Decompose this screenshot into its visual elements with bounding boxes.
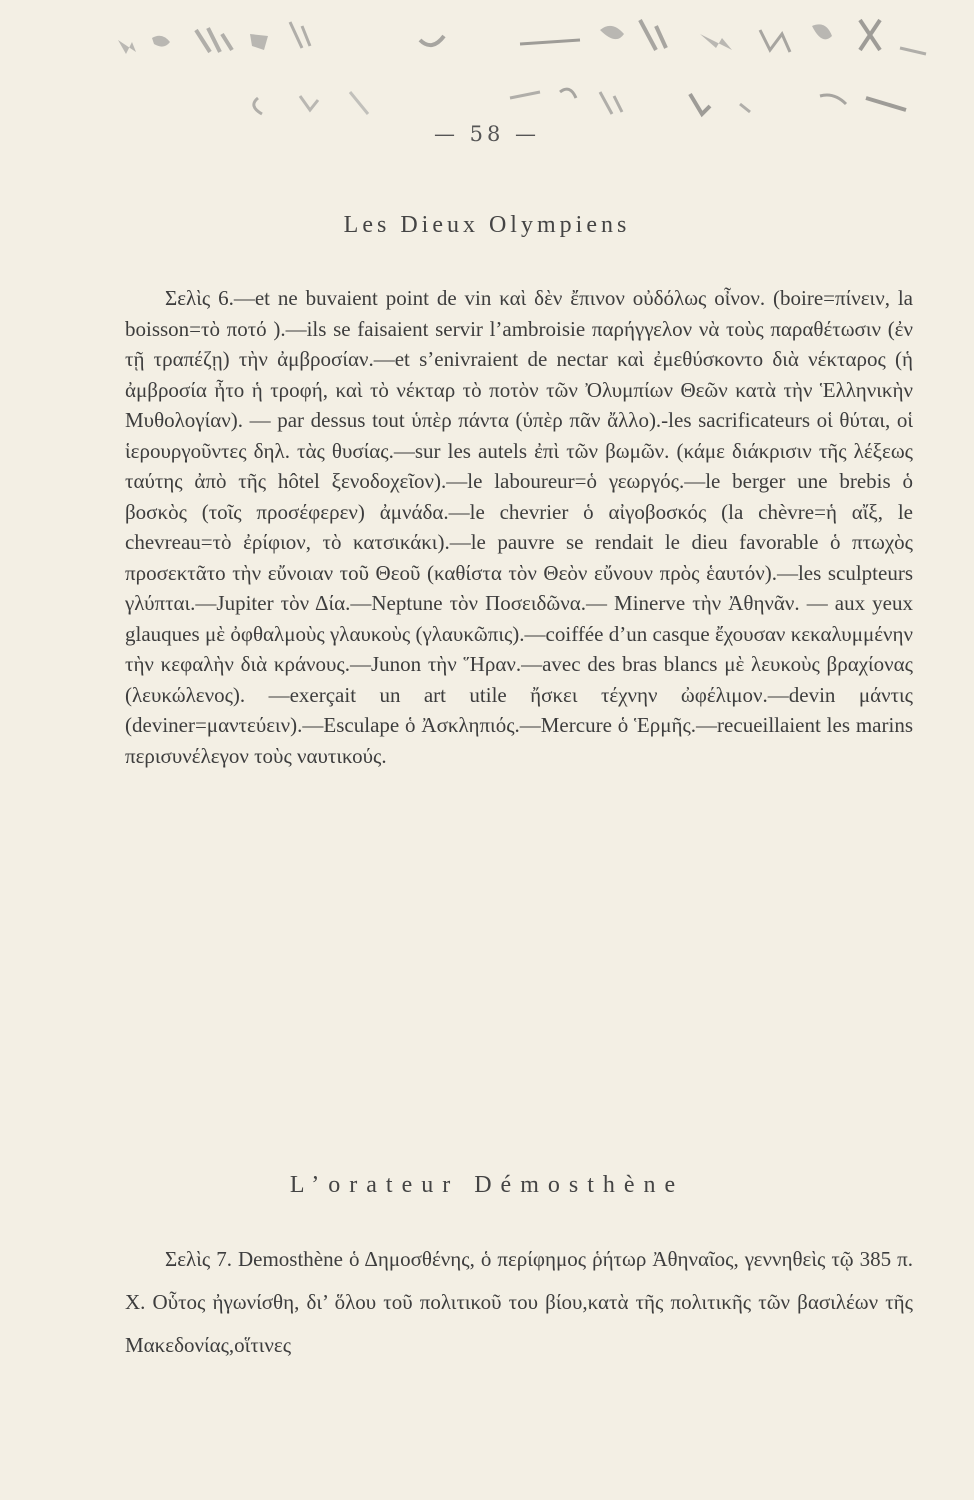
bleed-through-text <box>0 0 974 130</box>
paragraph-dieux-olympiens: Σελὶς 6.—et ne buvaient point de vin καὶ δὲν ἔπινον οὐδόλως οἶνον. (boire=πίνειν, la boisson=τὸ ποτό ).—ils se faisaient servir l’ambroisie παρήγγελον νὰ τοὺς παραθέτωσιν (ἐν τῇ τραπέζῃ) τὴν ἀμβροσίαν.—et s’enivraient de nectar καὶ ἐμεθύσκοντο διὰ νέκταρος (ἡ ἀμβροσία ἦτο ἡ τροφή, καὶ τὸ νέκταρ τὸ ποτὸν τῶν Ὀλυμπίων Θεῶν κατὰ τὴν Ἑλληνικὴν Μυθολογίαν). — par dessus tout ὑπὲρ πάντα (ὑπὲρ πᾶν ἄλλο).-les sacrificateurs οἱ θύται, οἱ ἱερουργοῦντες δηλ. τὰς θυσίας.—sur les autels ἐπὶ τῶν βωμῶν. (κάμε διάκρισιν τῆς λέξεως ταύτης ἀπὸ τῆς hôtel ξενοδοχεῖον).—le laboureur=ὁ γεωργός.—le berger une brebis ὁ βοσκὸς (τοῖς προσέφερεν) ἀμνάδα.—le chevrier ὁ αἰγοβοσκός (la chèvre=ἡ αἴξ, le chevreau=τὸ ἐρίφιον, τὸ κατσικάκι).—le pauvre se rendait le dieu favorable ὁ πτωχὸς προσεκτᾶτο τὴν εὔνοιαν τοῦ Θεοῦ (καθίστα τὸν Θεὸν εὔνουν πρὸς ἑαυτόν).—les sculpteurs γλύπται.—Jupiter τὸν Δία.—Neptune τὸν Ποσειδῶνα.— Minerve τὴν Ἀθηνᾶν. — aux yeux glauques μὲ ὀφθαλμοὺς γλαυκοὺς (γλαυκῶπις).—coiffée d’un casque ἔχουσαν κεκαλυμμένην τὴν κεφαλὴν διὰ κράνους.—Junon τὴν Ἥραν.—avec des bras blancs μὲ λευκοὺς βραχίονας (λευκώλενος). —exerçait un art utile ἤσκει τέχνην ὠφέλιμον.—devin μάντις (deviner=μαντεύειν).—Esculape ὁ Ἀσκληπιός.—Mercure ὁ Ἑρμῆς.—recueillaient les marins περισυνέλεγον τοὺς ναυτικούς. <box>125 286 913 768</box>
section-title-orateur-demosthene: L’orateur Démosthène <box>289 1172 685 1198</box>
paragraph-demosthene: Σελὶς 7. Demosthène ὁ Δημοσθένης, ὁ περίφημος ῥήτωρ Ἀθηναῖος, γεννηθεὶς τῷ 385 π. Χ. Οὗτος ἠγωνίσθη, δι’ ὅλου τοῦ πολιτικοῦ του βίου,κατὰ τῆς πολιτικῆς τῶν βασιλέων τῆς Μακεδονίας,οἵτινες <box>125 1247 913 1357</box>
section-title-dieux-olympiens: Les Dieux Olympiens <box>343 212 631 238</box>
page-number: — 58 — <box>433 122 541 146</box>
